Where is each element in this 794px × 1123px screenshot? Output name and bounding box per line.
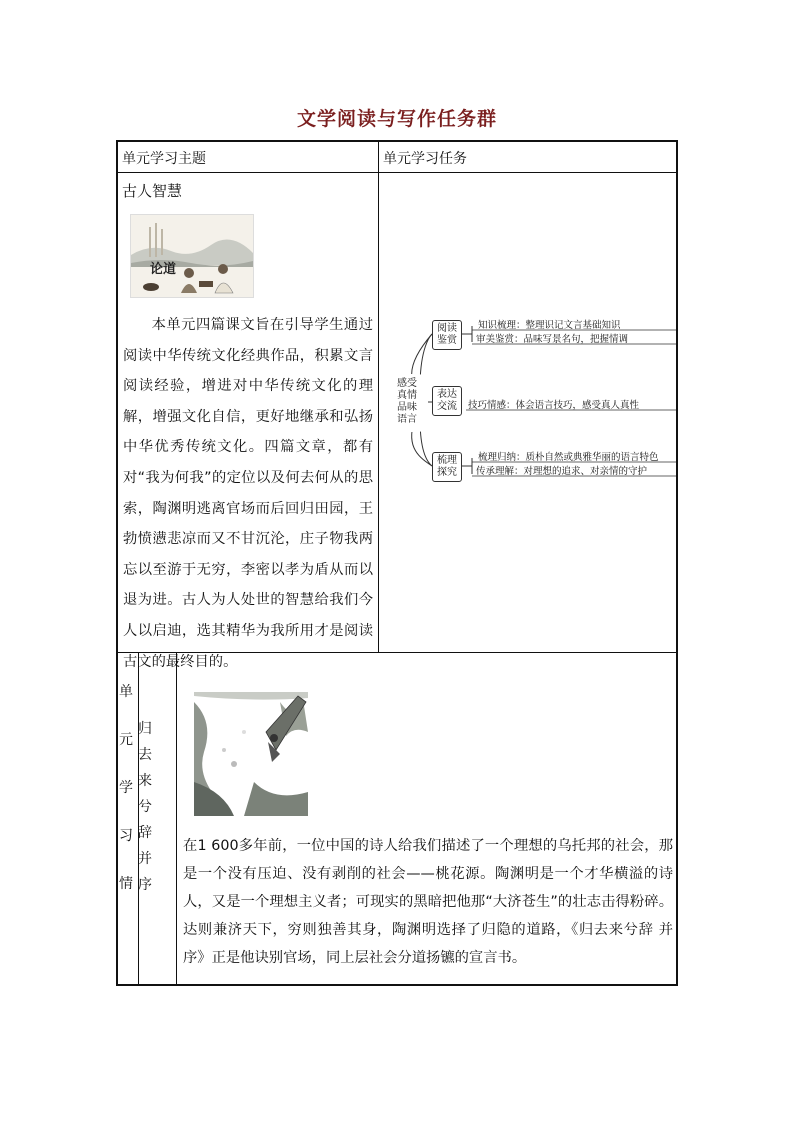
table-rule	[378, 140, 379, 652]
leaf-inheritance: 传承理解：对理想的追求、对亲情的守护	[476, 466, 648, 477]
table-rule	[176, 652, 177, 986]
lesson-paragraph: 在1 600多年前，一位中国的诗人给我们描述了一个理想的乌托邦的社会，那是一个没有压迫、没有剥削的社会——桃花源。陶渊明是一个才华横溢的诗人，又是一个理想主义者；可现实的黑暗把他那“大济苍生”的壮志击得粉碎。达则兼济天下，穷则独善其身，陶渊明选择了归隐的道路，《归去来兮辞 并序》正是他诀别官场，同上层社会分道扬镳的宣言书。	[183, 838, 673, 966]
mind-map	[380, 298, 676, 498]
branch-exploration: 梳理探究	[432, 452, 462, 482]
branch-reading: 阅读鉴赏	[432, 320, 462, 350]
branch-expression: 表达交流	[432, 386, 462, 416]
lesson-title-text: 归去来兮辞并序	[138, 721, 152, 893]
leaf-technique: 技巧情感：体会语言技巧，感受真人真性	[468, 400, 640, 411]
leaf-aesthetic: 审美鉴赏：品味写景名句，把握情调	[476, 334, 629, 345]
scholars-illustration	[130, 214, 254, 298]
header-theme: 单元学习主题	[122, 151, 206, 167]
theme-name: 古人智慧	[122, 182, 183, 200]
mind-map-root: 感受真情品味语言	[392, 374, 422, 432]
section-label	[118, 668, 134, 908]
image-caption: 论道	[150, 262, 177, 277]
page-title: 文学阅读与写作任务群	[296, 108, 497, 130]
leaf-summary: 梳理归纳：质朴自然或典雅华丽的语言特色	[478, 452, 659, 463]
header-task: 单元学习任务	[383, 151, 467, 167]
section-label-text: 单元学习情	[119, 684, 133, 892]
table-rule	[116, 172, 678, 173]
boat-illustration	[194, 692, 308, 816]
intro-paragraph: 本单元四篇课文旨在引导学生通过阅读中华传统文化经典作品，积累文言阅读经验，增进对中华传统文化的理解，增强文化自信，更好地继承和弘扬中华优秀传统文化。四篇文章，都有对“我为何我”的定位以及何去何从的思索，陶渊明逃离官场而后回归田园，王勃愤懑悲凉而又不甘沉沦，庄子物我两忘以至游于无穷，李密以孝为盾从而以退为进。古人为人处世的智慧给我们今人以启迪，选其精华为我所用才是阅读古文的最终目的。	[123, 317, 373, 670]
lesson-title	[137, 716, 153, 898]
leaf-knowledge: 知识梳理：整理识记文言基础知识	[478, 320, 621, 331]
